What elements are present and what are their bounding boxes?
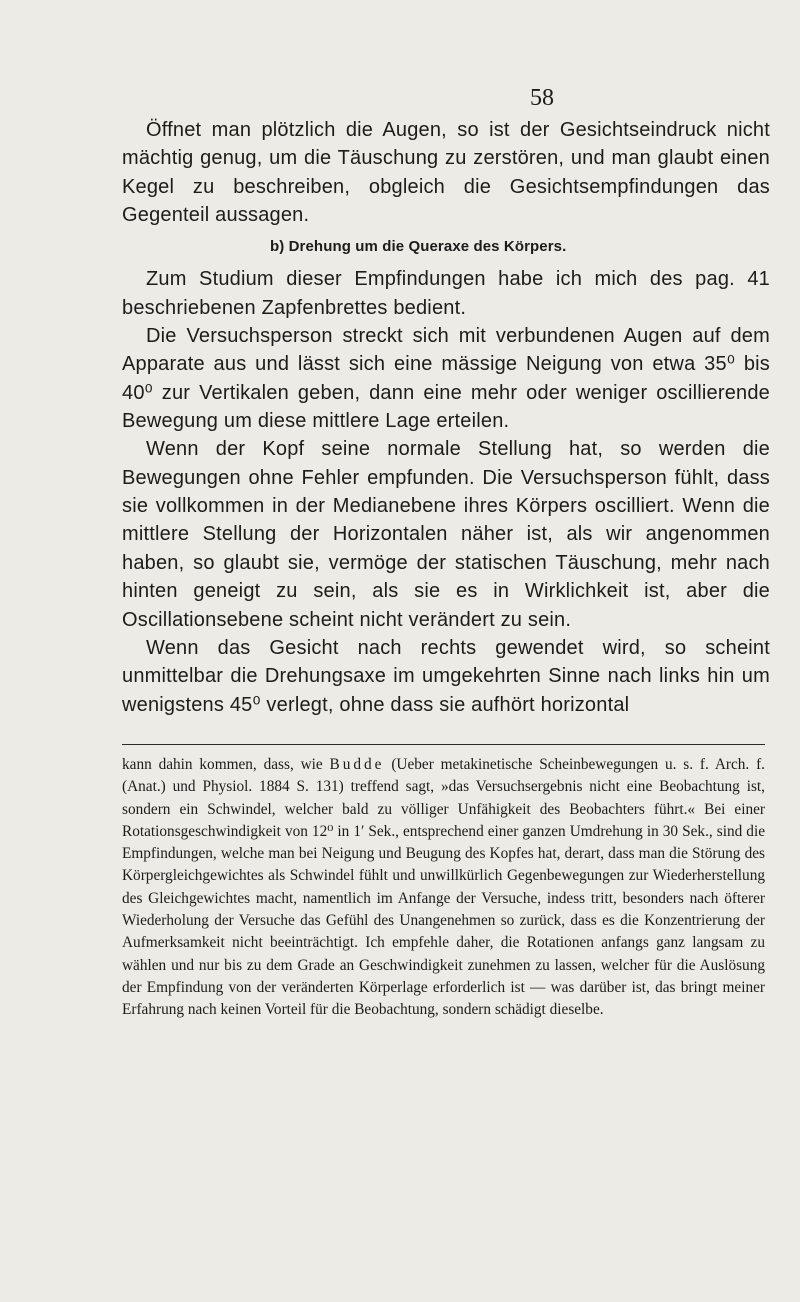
body-paragraph: Wenn der Kopf seine normale Stellung hat, so werden die Bewegungen ohne Fehler empfunden. Die Versuchsperson fühlt, dass sie vollkommen in der Medianebene ihres Körpers oscilliert. Wenn die mittlere Stellung der Horizontalen näher ist, als wir angenommen haben, so glaubt sie, vermöge der statischen Täuschung, mehr nach hinten geneigt zu sein, als sie es in Wirklichkeit ist, aber die Oscillationsebene scheint nicht verändert zu sein. bbox=[122, 438, 770, 631]
body-paragraph: Die Versuchsperson streckt sich mit verbundenen Augen auf dem Apparate aus und lässt sich eine mässige Neigung von etwa 35⁰ bis 40⁰ zur Vertikalen geben, dann eine mehr oder weniger oscillierende Bewegung um diese mittlere Lage erteilen. bbox=[122, 325, 770, 433]
footnote bbox=[122, 754, 765, 1022]
section-heading: b) Drehung um die Queraxe des Körpers. bbox=[270, 238, 567, 256]
footnote-text: (Ueber metakinetische Scheinbewegungen u. s. f. Arch. f. (Anat.) und Physiol. 1884 S. 131) treffend sagt, »das Versuchsergebnis nicht eine Beobachtung ist, sondern ein Schwindel, welcher bald zu völliger Unfähigkeit des Beobachters führt.« Bei einer Rotationsgeschwindigkeit von 12⁰ in 1′ Sek., entsprechend einer ganzen Umdrehung in 30 Sek., sind die Empfindungen, welche man bei Neigung und Beugung des Kopfes hat, derart, dass man die Störung des Körpergleichgewichtes als Schwindel fühlt und unwillkürlich Gegenbewegungen zur Wiederherstellung des Gleichgewichtes macht, namentlich im Anfange der Versuche, indess tritt, besonders nach öfterer Wiederholung der Versuche das Gefühl des Unangenehmen so zurück, dass es die Konzentrierung der Aufmerksamkeit nicht beeinträchtigt. Ich empfehle daher, die Rotationen anfangs ganz langsam zu wählen und nur bis zu dem Grade an Geschwindigkeit zunehmen zu lassen, welcher für die Auslösung der Empfindung von der veränderten Körperlage erforderlich ist — was darüber ist, das bringt meiner Erfahrung nach keinen Vorteil für die Beobachtung, sondern schädigt dieselbe. bbox=[122, 756, 765, 1019]
page-number: 58 bbox=[530, 85, 554, 111]
footnote-divider bbox=[122, 744, 765, 745]
body-paragraph: Öffnet man plötzlich die Augen, so ist der Gesichtseindruck nicht mächtig genug, um die Täuschung zu zerstören, und man glaubt einen Kegel zu beschreiben, obgleich die Gesichtsempfindungen das Gegenteil aussagen. bbox=[122, 119, 770, 227]
body-paragraph: Zum Studium dieser Empfindungen habe ich mich des pag. 41 beschriebenen Zapfenbrettes bedient. bbox=[122, 268, 770, 319]
footnote-lead: kann dahin kommen, dass, wie bbox=[122, 756, 330, 773]
footnote-author: Budde bbox=[329, 756, 385, 773]
body-paragraph: Wenn das Gesicht nach rechts gewendet wird, so scheint unmittelbar die Drehungsaxe im umgekehrten Sinne nach links hin um wenigstens 45⁰ verlegt, ohne dass sie aufhört horizontal bbox=[122, 636, 770, 716]
main-text-block bbox=[122, 116, 770, 719]
